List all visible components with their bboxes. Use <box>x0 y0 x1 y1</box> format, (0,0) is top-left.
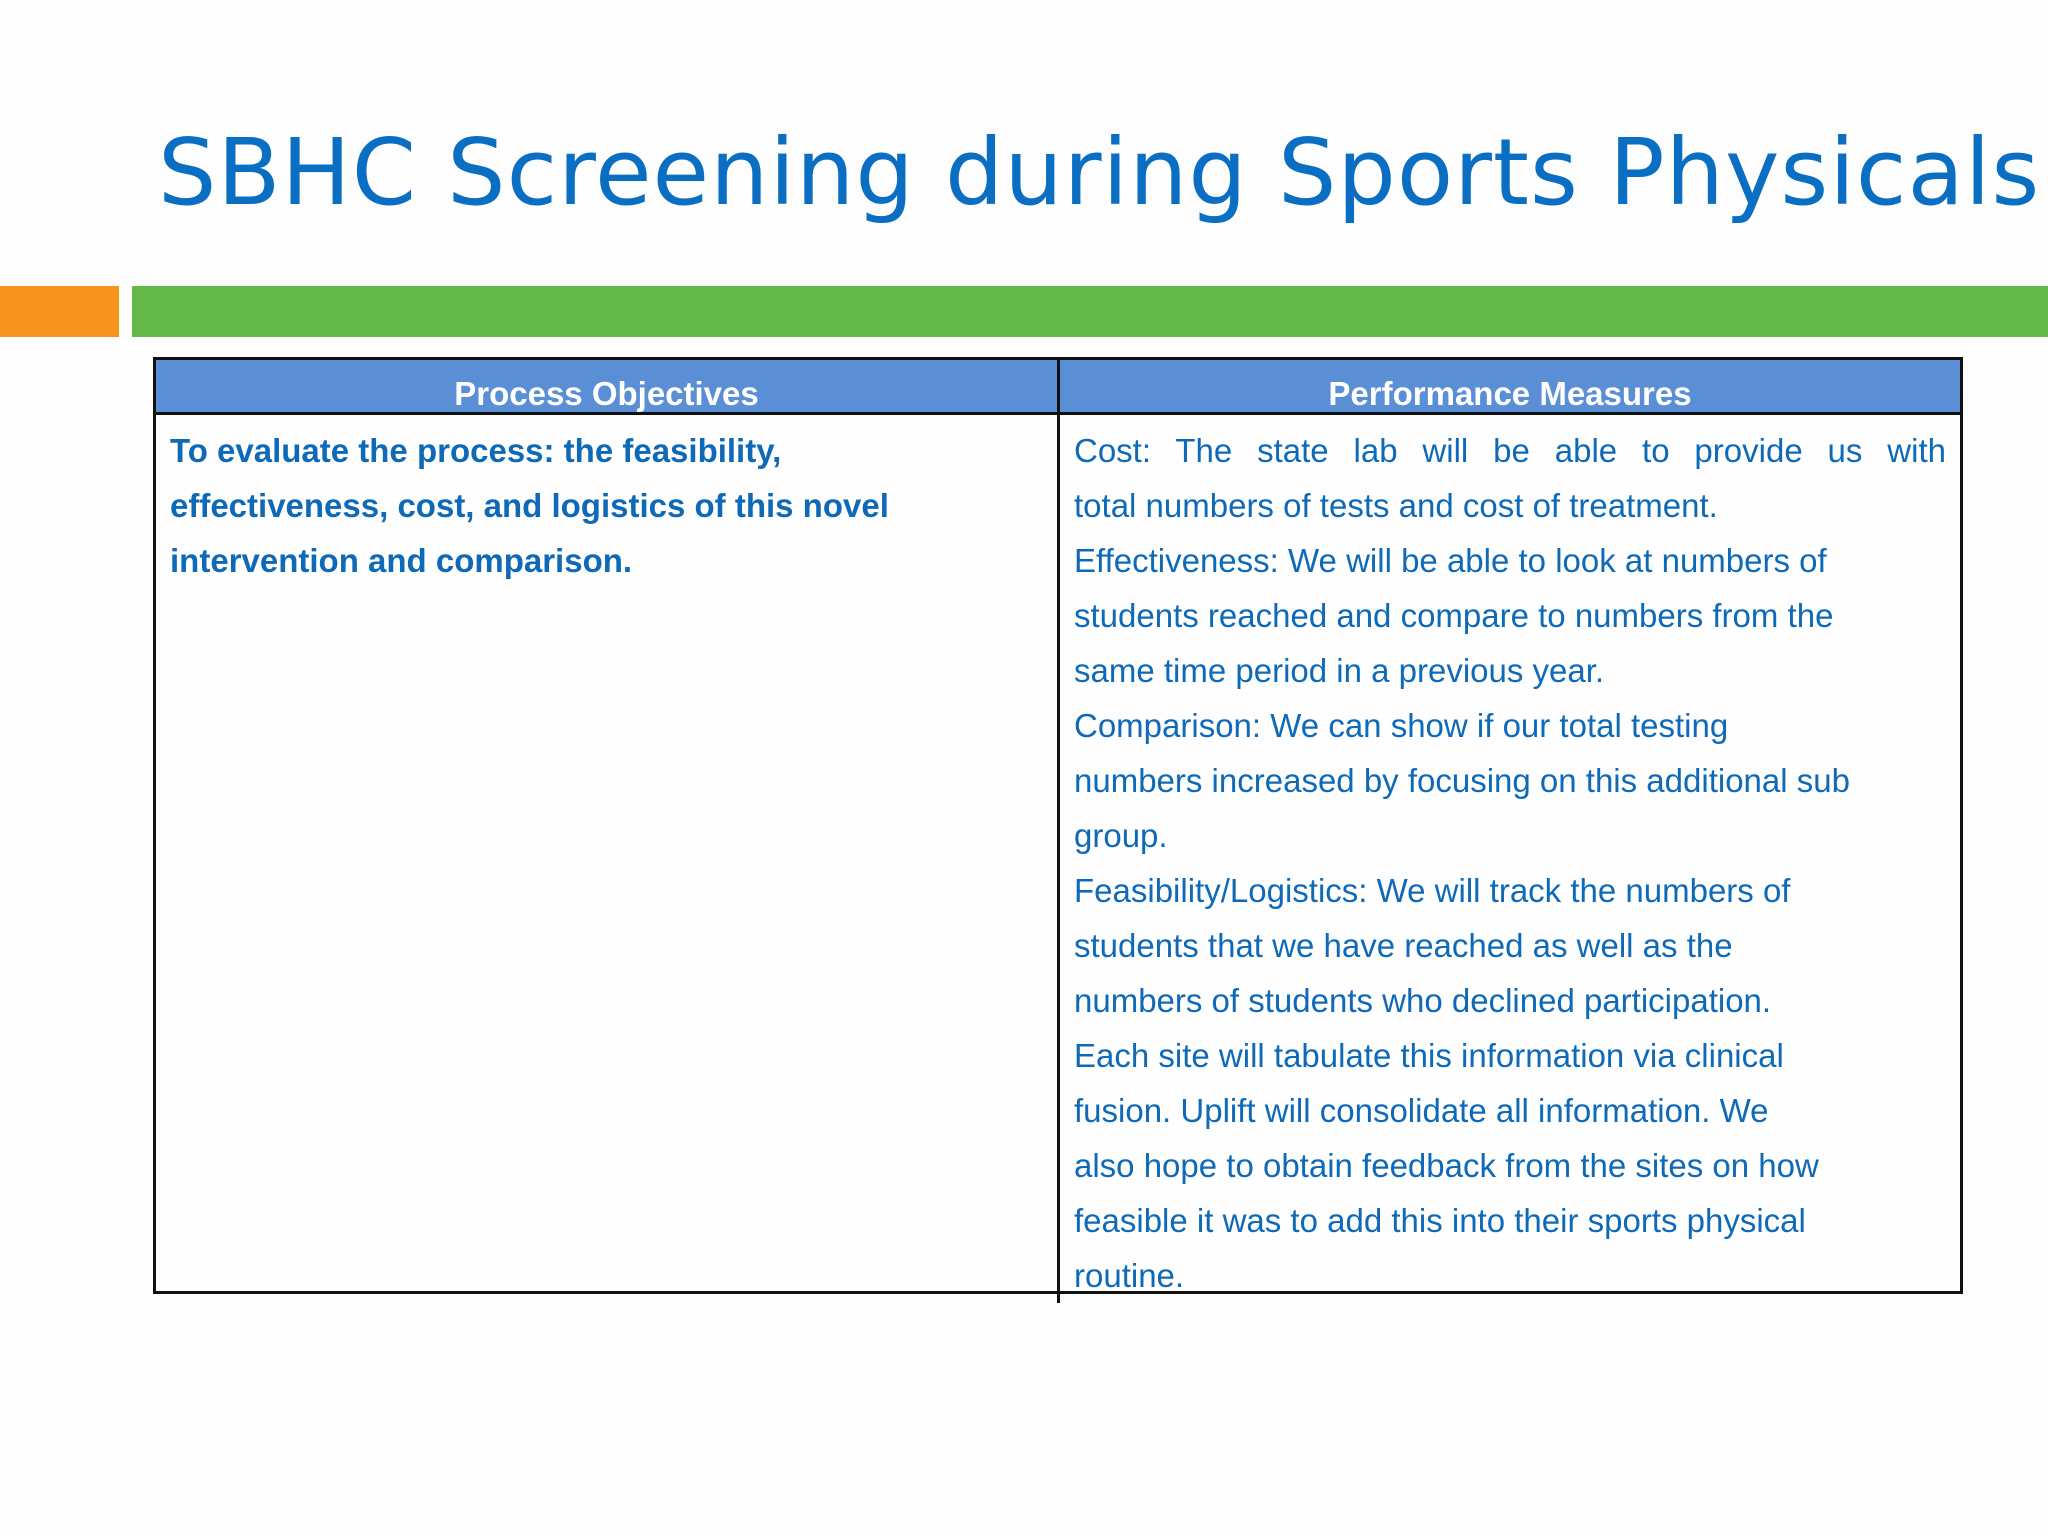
measure-line: numbers increased by focusing on this additional sub <box>1074 762 1850 799</box>
measure-line: fusion. Uplift will consolidate all information. We <box>1074 1092 1769 1129</box>
measure-line: Cost: The state lab will be able to provide us with <box>1074 432 1946 469</box>
measure-line: total numbers of tests and cost of treatment. <box>1074 487 1718 524</box>
measure-line: students that we have reached as well as the <box>1074 927 1733 964</box>
header-process-objectives: Process Objectives <box>156 360 1060 415</box>
objective-line: intervention and comparison. <box>170 542 633 579</box>
header-performance-measures: Performance Measures <box>1060 360 1960 415</box>
measure-line: same time period in a previous year. <box>1074 652 1605 689</box>
measure-line: feasible it was to add this into their sports physical <box>1074 1202 1806 1239</box>
objective-line: effectiveness, cost, and logistics of this novel <box>170 487 889 524</box>
objective-line: To evaluate the process: the feasibility, <box>170 432 782 469</box>
process-objectives-cell <box>156 415 1060 1303</box>
measure-line: Comparison: We can show if our total testing <box>1074 707 1729 744</box>
measure-line: Each site will tabulate this information via clinical <box>1074 1037 1784 1074</box>
measure-line: Effectiveness: We will be able to look at numbers of <box>1074 542 1827 579</box>
slide-title: SBHC Screening during Sports Physicals <box>158 119 2041 226</box>
measure-line: group. <box>1074 817 1168 854</box>
measure-line: also hope to obtain feedback from the sites on how <box>1074 1147 1819 1184</box>
accent-bar-green <box>132 286 2048 337</box>
measure-line: numbers of students who declined participation. <box>1074 982 1772 1019</box>
measure-line: routine. <box>1074 1257 1185 1294</box>
measure-line: students reached and compare to numbers from the <box>1074 597 1834 634</box>
performance-measures-cell <box>1060 415 1960 1303</box>
measure-line: Feasibility/Logistics: We will track the numbers of <box>1074 872 1791 909</box>
objectives-table <box>153 357 1963 1294</box>
accent-bar-orange <box>0 286 119 337</box>
